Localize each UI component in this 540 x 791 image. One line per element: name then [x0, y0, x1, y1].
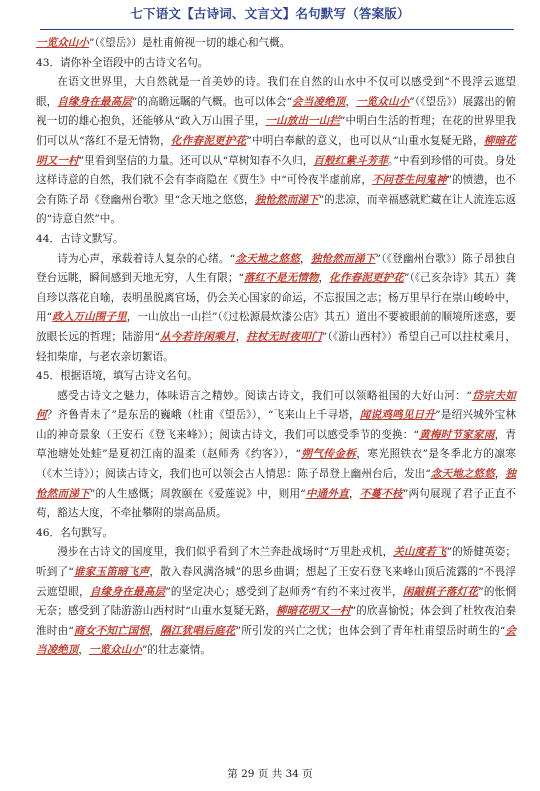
answer-text: 从今若许闲乘月	[159, 330, 236, 343]
question-44-paragraph	[36, 250, 516, 368]
question-43-title: 43．请你补全语段中的古诗文名句。	[36, 56, 209, 69]
answer-text: 隔江犹唱后庭花	[160, 624, 236, 637]
document-body	[36, 34, 516, 661]
header-rule	[40, 29, 514, 30]
answer-text: 念天地之悠悠	[235, 252, 301, 265]
paragraph-continued	[36, 34, 516, 54]
body-text: ”里看到坚信的力量。还可以从“草树知春不久归，	[78, 154, 314, 167]
body-text: ”的欣喜愉悦；体会到了杜牧夜泊秦淮时由“	[36, 605, 517, 637]
answer-text: 柳暗花明又一村	[36, 134, 517, 167]
answer-text: 闻说鸡鸣见日升	[359, 409, 436, 422]
body-text: 感受古诗文之魅力，体味语言之精妙。阅读古诗文，我们可以领略祖国的大好山河：“	[57, 389, 472, 402]
body-text: ”的高瞻远瞩的气概。也可以体会“	[131, 95, 292, 108]
answer-text: 商女不知亡国恨	[73, 624, 150, 637]
body-text: ？齐鲁青未了”是东岳的巍峨（杜甫《望岳》），“飞来山上千寻塔，	[46, 409, 360, 422]
answer-text: 独怆然而涕下	[36, 468, 517, 500]
answer-text: 不问苍生问鬼神	[371, 174, 447, 187]
body-text: ”（《己亥杂诗》其五）龚自珍以落花自喻，表明虽脱离官场，仍会关心国家的命运，不忘报国之志；杨万里早行在崇山峻岭中，用“	[36, 272, 517, 324]
answer-text: 闲敲棋子落灯花	[402, 585, 479, 598]
question-46-title: 46．名句默写。	[36, 526, 114, 539]
body-text: 漫步在古诗文的国度里，我们似乎看到了木兰奔赴战场时“万里赴戎机，	[57, 546, 394, 559]
body-text: ，一山放出一山拦”（《过松源晨炊漆公店》其五）道出不要被眼前的顺境所迷惑，要放眼长远的哲理；陆游用“	[36, 311, 516, 343]
body-text: ”的愤懑，也不会有陈子昂《登幽州台歌》里“念天地之悠悠，	[36, 174, 517, 206]
question-45-paragraph	[36, 387, 516, 524]
answer-text: 自缘身在最高层	[89, 585, 166, 598]
body-text: ”两句展现了君子正直不苟，豁达大度，不牵扯攀附的崇高品质。	[36, 487, 517, 520]
body-text: ”的壮志豪情。	[141, 644, 211, 657]
answer-text: 百般红紫斗芳菲	[313, 154, 389, 167]
body-text: ”（《登幽州台歌》）陈子昂独自登台远眺，瞬间感到天地无穷，人生有限；“	[36, 252, 517, 285]
answer-text: 关山度若飞	[393, 546, 447, 559]
body-text: ，青草池塘处处蛙”是夏初江南的温柔（赵师秀《约客》），“	[36, 428, 517, 461]
answer-text: 化作春泥更护花	[329, 272, 404, 285]
body-text: ，	[300, 252, 311, 265]
body-text: ”中明白生活的哲理；在花的世界里我们可以从“落红不是无情物，	[36, 115, 517, 147]
body-text: ”（《望岳》）是杜甫俯视一切的雄心和气概。	[88, 37, 291, 49]
body-text: ”所引发的兴亡之忧；也体会到了青年杜甫望岳时萌生的“	[235, 624, 506, 637]
body-text: ，	[78, 644, 89, 657]
body-text: ”（《游山西村》）希望自己可以拄杖乘月，轻扣柴扉，与老农亲切絮语。	[36, 330, 517, 363]
question-46-paragraph	[36, 543, 516, 661]
page-number: 第 29 页 共 34 页	[227, 768, 313, 780]
answer-text: 会当凌绝顶	[36, 624, 517, 657]
answer-text: 不蔓不枝	[359, 487, 403, 500]
body-text: ，寒光照铁衣”是冬季北方的凛寒（《木兰诗》）；阅读古诗文，我们也可以领会古人情思：陈子昂登上幽州台后，发出“	[36, 448, 517, 481]
answer-text: 谁家玉笛暗飞声	[73, 566, 150, 579]
body-text: ”的悲凉，而幸福感就贮藏在让人流连忘返的“诗意自然”中。	[36, 193, 517, 226]
question-44-title: 44．古诗文默写。	[36, 232, 124, 245]
answer-text: 柳暗花明又一村	[276, 605, 351, 618]
answer-text: 自缘身在最高层	[57, 95, 132, 108]
answer-text: 落红不是无情物	[243, 272, 319, 285]
body-text: 诗为心声，承载着诗人复杂的心绪。“	[57, 252, 236, 265]
answer-text: 化作春泥更护花	[170, 134, 247, 147]
answer-text: 会当凌绝顶	[291, 95, 346, 108]
answer-text: 岱宗夫如何	[36, 389, 516, 422]
body-text: ”的坚定决心；感受到了赵师秀“有约不来过夜半，	[165, 585, 403, 598]
answer-text: 政入万山围子里	[52, 311, 127, 324]
question-45-title: 45．根据语境，填写古诗文名句。	[36, 370, 198, 383]
body-text: 在语文世界里，大自然就是一首美妙的诗。我们在自然的山水中不仅可以感受到“不畏浮云遮望眼，	[36, 76, 516, 108]
answer-text: 朔气传金柝	[300, 448, 357, 461]
answer-text: 念天地之悠悠	[430, 468, 495, 481]
body-text: ，散入春风满洛城”的思乡曲调；想起了王安石登飞来峰山顶后流露的“不畏浮云遮望眼，	[36, 566, 516, 598]
body-text: ，	[235, 330, 247, 343]
answer-text: 一览众山小	[88, 644, 142, 657]
body-text: ”的人生感慨；周敦颐在《爱莲说》中，则用“	[89, 487, 306, 500]
body-text: ，	[345, 95, 356, 108]
body-text: ，	[318, 272, 330, 285]
body-text: ”（《望岳》）展露出的俯视一切的雄心抱负，还能够从“政入万山围子里，	[36, 95, 516, 128]
answer-text: 中通外直	[305, 487, 349, 500]
answer-text: 一览众山小	[355, 95, 410, 108]
body-text: ”是绍兴城外宝林山的神奇景象（王安石《登飞来峰》）；阅读古诗文，我们可以感受季节的变换：“	[36, 409, 517, 441]
answer-text: 独怆然而涕下	[254, 193, 319, 206]
answer-text: 拄杖无时夜叩门	[246, 330, 322, 343]
body-text: ，	[348, 487, 360, 500]
body-text: ”的怅惘无奈；感受到了陆游游山西村时“山重水复疑无路，	[36, 585, 517, 618]
answer-text: 一山放出一山拦	[265, 115, 341, 128]
question-43-paragraph	[36, 73, 516, 230]
body-text: ”中明白奉献的意义，也可以从“山重水复疑无路，	[246, 134, 484, 147]
answer-text: 黄梅时节家家雨	[418, 428, 495, 441]
answer-text: 一览众山小	[36, 37, 89, 49]
answer-text: 独怆然而涕下	[310, 252, 376, 265]
body-text: ，	[494, 468, 506, 481]
body-text: ”的矫健英姿；听到了“	[36, 546, 516, 579]
body-text: ，	[149, 624, 161, 637]
page-header-title: 七下语文【古诗词、文言文】名句默写（答案版）	[130, 6, 410, 21]
body-text: 。”中看到珍惜的可贵。身处这样诗意的自然，我们就不会有李商隐在《贾生》中“可怜夜半虚前席，	[36, 154, 517, 187]
